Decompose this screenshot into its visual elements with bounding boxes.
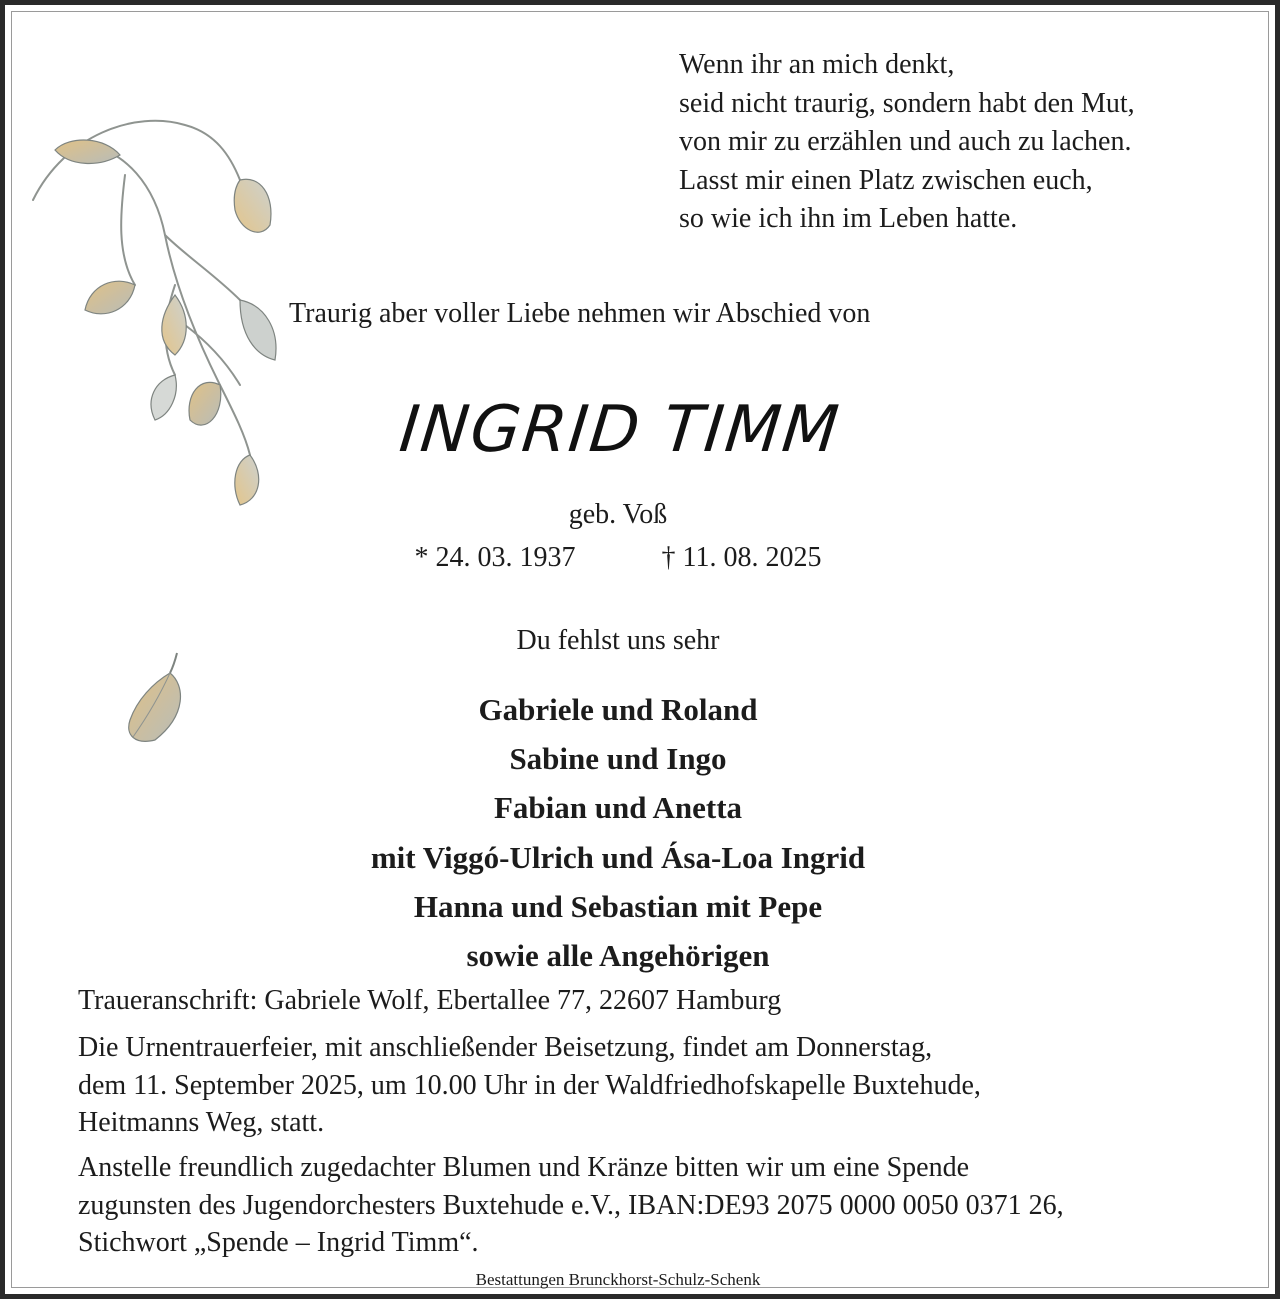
miss-text: Du fehlst uns sehr (516, 625, 720, 656)
poem-line: seid nicht traurig, sondern habt den Mut, (679, 87, 1135, 119)
deceased-name: INGRID TIMM (396, 393, 844, 467)
poem (679, 46, 1259, 239)
undertaker-name: Bestattungen Brunckhorst-Schulz-Schenk (475, 1270, 761, 1289)
ceremony-line: Heitmanns Weg, statt. (78, 1107, 325, 1138)
donation-line: zugunsten des Jugendorchesters Buxtehude e.V., IBAN:DE93 2075 0000 0050 0371 26, (78, 1189, 1064, 1221)
family-line: sowie alle Angehörigen (466, 938, 770, 974)
ceremony-line: dem 11. September 2025, um 10.00 Uhr in der Waldfriedhofskapelle Buxtehude, (78, 1069, 981, 1101)
family-line: Fabian und Anetta (493, 790, 743, 826)
family-line: Hanna und Sebastian mit Pepe (413, 888, 823, 924)
death-date: † 11. 08. 2025 (661, 542, 822, 573)
poem-line: von mir zu erzählen und auch zu lachen. (679, 126, 1132, 157)
family-list (5, 685, 1231, 980)
family-line: Sabine und Ingo (509, 741, 727, 777)
donation-line: Anstelle freundlich zugedachter Blumen und Kränze bitten wir um eine Spende (78, 1152, 970, 1183)
donation-line: Stichwort „Spende – Ingrid Timm“. (78, 1227, 479, 1258)
family-line: mit Viggó-Ulrich und Ása-Loa Ingrid (370, 839, 866, 875)
poem-line: Wenn ihr an mich denkt, (679, 49, 955, 80)
donation-info (78, 1149, 1258, 1262)
family-line: Gabriele und Roland (478, 692, 758, 727)
life-dates (5, 542, 1231, 574)
ceremony-info (78, 1029, 1258, 1142)
mourning-address: Traueranschrift: Gabriele Wolf, Ebertallee 77, 22607 Hamburg (78, 985, 782, 1016)
birth-date: * 24. 03. 1937 (414, 542, 576, 573)
intro-text: Traurig aber voller Liebe nehmen wir Abschied von (289, 298, 871, 329)
poem-line: so wie ich ihn im Leben hatte. (679, 203, 1018, 234)
ceremony-line: Die Urnentrauerfeier, mit anschließender Beisetzung, findet am Donnerstag, (78, 1032, 933, 1063)
birth-name: geb. Voß (568, 499, 668, 530)
poem-line: Lasst mir einen Platz zwischen euch, (679, 164, 1093, 196)
